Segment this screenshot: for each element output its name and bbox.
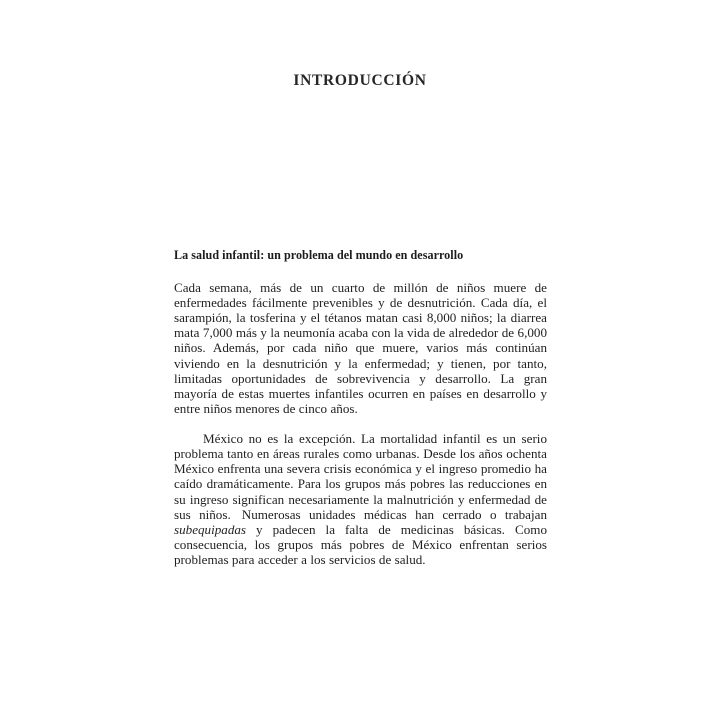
paragraph-segment: y padecen la falta de medicinas básicas. Como consecuencia, los grupos más pobres de México enfrentan serios problemas para acceder a los servicios de salud. xyxy=(174,521,547,567)
italic-term: subequipadas xyxy=(174,521,247,537)
text-column xyxy=(174,248,547,567)
chapter-title: INTRODUCCIÓN xyxy=(293,72,427,89)
paragraph-segment: México no es la excepción. La mortalidad infantil es un serio problema tanto en áreas rurales como urbanas. Desde los años ochenta México enfrenta una severa crisis económica y el ingreso promedio ha caído dramáticamente. Para los grupos más pobres las reducciones en su ingreso significan necesariamente la malnutrición y enfermedad de sus niños. xyxy=(174,431,547,522)
paragraph-segment: Numerosas unidades médicas han cerrado o trabajan xyxy=(241,506,547,522)
body-paragraph: Cada semana, más de un cuarto de millón de niños muere de enfermedades fácilmente prevenibles y de desnutrición. Cada día, el sarampión, la tosferina y el tétanos matan casi 8,000 niños; la diarrea mata 7,000 más y la neumonía acaba con la vida de alrededor de 6,000 niños. Además, por cada niño que muere, varios más continúan viviendo en la desnutrición y la enfermedad; y tienen, por tanto, limitadas oportunidades de sobrevivencia y desarrollo. La gran mayoría de estas muertes infantiles ocurren en países en desarrollo y entre niños menores de cinco años. xyxy=(174,280,547,416)
body-paragraph xyxy=(174,431,547,567)
section-subheading: La salud infantil: un problema del mundo en desarrollo xyxy=(174,248,464,262)
